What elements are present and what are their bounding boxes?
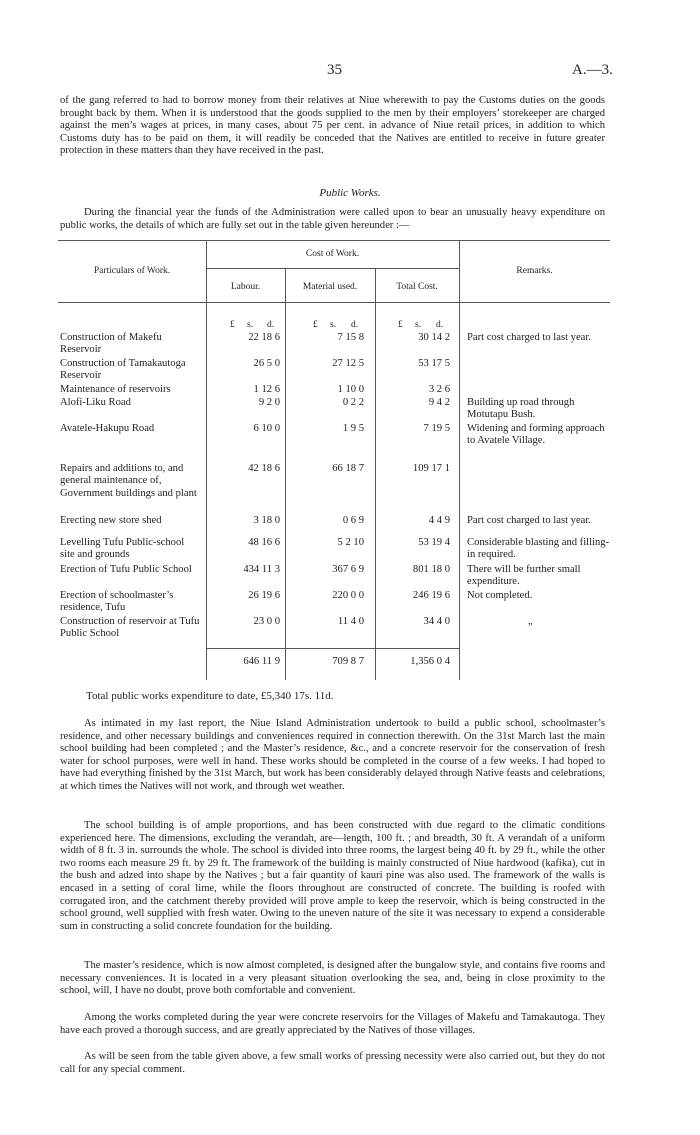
- totals-row: [58, 656, 610, 670]
- paragraph-text: Among the works completed during the year were concrete reservoirs for the Villages of Makefu and Tamakautoga. They have each proved a thorough success, and are greatly appreciated by the Natives of those villages.: [60, 1012, 605, 1036]
- unit-shilling: s.: [415, 320, 422, 330]
- cell-labour: 22 18 6: [248, 332, 280, 343]
- row-remark: There will be further small expenditure.: [467, 564, 581, 588]
- cell-labour: 26 5 0: [253, 358, 280, 369]
- cell-material: 367 6 9: [332, 564, 364, 575]
- table-row: [58, 590, 610, 616]
- cell-labour: 6 10 0: [253, 423, 280, 434]
- paragraph-text: Total public works expenditure to date, £5,340 17s. 11d.: [86, 690, 334, 702]
- row-label: Erection of Tufu Public School: [60, 564, 192, 575]
- cell-labour: 23 0 0: [253, 616, 280, 627]
- cell-total: 34 4 0: [423, 616, 450, 627]
- row-label: Erection of schoolmaster’s residence, Tufu: [60, 590, 174, 614]
- paragraph-3: [60, 718, 605, 794]
- row-label: Erecting new store shed: [60, 515, 162, 526]
- paragraph-4: [60, 820, 605, 933]
- unit-pence: d.: [351, 320, 359, 330]
- section-heading: Public Works.: [319, 187, 381, 199]
- cell-material: 0 6 9: [342, 515, 364, 526]
- row-label: Construction of reservoir at Tufu Public School: [60, 616, 200, 640]
- unit-shilling: s.: [330, 320, 337, 330]
- total-labour: 646 11 9: [243, 656, 280, 667]
- row-remark: Not completed.: [467, 590, 533, 601]
- table-row: [58, 384, 610, 397]
- cell-labour: 26 19 6: [248, 590, 280, 601]
- cell-labour: 1 12 6: [253, 384, 280, 395]
- table-row: [58, 616, 610, 642]
- cell-labour: 434 11 3: [243, 564, 280, 575]
- unit-pence: d.: [436, 320, 444, 330]
- row-label: Construction of Makefu Reservoir: [60, 332, 162, 356]
- col-header-particulars: Particulars of Work.: [93, 266, 171, 276]
- paragraph-5: [60, 960, 605, 998]
- col-header-labour: Labour.: [230, 282, 261, 292]
- paragraph-text: The school building is of ample proportions, and has been constructed with due regard to the climatic conditions experienced here. The dimensions, excluding the verandah, are—length, 100 ft. ; and breadth, 30 ft. A verandah of a uniform width of 8 ft. 3 in. surrounds the whole. The school is divided into three rooms, the largest being 40 ft. by 29 ft., while the other two rooms each measure 29 ft. by 29 ft. The framework of the building is mainly constructed of Niue hardwood (kafika), cut in the bush and adzed into shape by the Natives ; but a fair quantity of kauri pine was also used. The framework of the walls is encased in a setting of coral lime, while the floors throughout are constructed of concrete. The building is roofed with corrugated iron, and the catchment thereby provided will prove ample to keep the reservoir, which is being constructed in the school ground, well supplied with fresh water. Owing to the uneven nature of the site it was necessary to expend a considerable sum in constructing a solid concrete foundation for the building.: [60, 820, 605, 932]
- table-row: [58, 515, 610, 537]
- total-total: 1,356 0 4: [410, 656, 450, 667]
- table-row: [58, 463, 610, 515]
- unit-shilling: s.: [247, 320, 254, 330]
- row-label: Alofi-Liku Road: [60, 397, 131, 408]
- row-label: Avatele-Hakupu Road: [60, 423, 155, 434]
- cell-labour: 3 18 0: [253, 515, 280, 526]
- cell-labour: 42 18 6: [248, 463, 280, 474]
- paragraph-2: [60, 207, 605, 232]
- table-row: [58, 397, 610, 423]
- row-remark: „: [528, 616, 533, 627]
- row-remark: Part cost charged to last year.: [467, 515, 591, 526]
- public-works-table: [58, 240, 610, 680]
- col-header-material: Material used.: [302, 282, 358, 292]
- table-row: [58, 332, 610, 358]
- cell-total: 53 19 4: [418, 537, 450, 548]
- paragraph-6: [60, 1012, 605, 1037]
- row-remark: Considerable blasting and filling-in required.: [467, 537, 610, 561]
- cell-labour: 48 16 6: [248, 537, 280, 548]
- cell-material: 7 15 8: [337, 332, 364, 343]
- cell-material: 27 12 5: [332, 358, 364, 369]
- unit-pound: £: [313, 320, 318, 330]
- total-material: 709 8 7: [332, 656, 364, 667]
- cell-total: 3 2 6: [428, 384, 450, 395]
- paragraph-text: As intimated in my last report, the Niue Island Administration undertook to build a public school, schoolmaster’s residence, and other necessary buildings and conveniences required in connection therewith. On the 31st March last the main school building had been completed ; and the Master’s residence, &c., and a concrete reservoir for the conservation of fresh water for school purposes, were well in hand. These works should be completed in the course of a few weeks. I had hoped to have had everything finished by the 31st March, but work has been considerably delayed through Native feasts and celebrations, at which times the Natives will not work, and through wet weather.: [60, 718, 605, 792]
- cell-total: 53 17 5: [418, 358, 450, 369]
- unit-pence: d.: [267, 320, 275, 330]
- cell-material: 0 2 2: [342, 397, 364, 408]
- unit-pound: £: [230, 320, 235, 330]
- row-label: Maintenance of reservoirs: [60, 384, 171, 395]
- cell-material: 5 2 10: [337, 537, 364, 548]
- row-label: Construction of Tamakautoga Reservoir: [60, 358, 186, 382]
- page-number: 35: [327, 62, 342, 78]
- col-header-cost-of-work: Cost of Work.: [305, 249, 360, 259]
- paragraph-7: [60, 1051, 605, 1076]
- cell-material: 66 18 7: [332, 463, 364, 474]
- page-code: A.—3.: [572, 62, 613, 78]
- cell-material: 1 10 0: [337, 384, 364, 395]
- paragraph-1: [60, 95, 605, 158]
- cell-labour: 9 2 0: [258, 397, 280, 408]
- cell-total: 4 4 9: [428, 515, 450, 526]
- cell-material: 11 4 0: [337, 616, 364, 627]
- row-label: Levelling Tufu Public-school site and grounds: [60, 537, 185, 561]
- cell-total: 109 17 1: [412, 463, 450, 474]
- table-row: [58, 423, 610, 463]
- cell-total: 9 4 2: [428, 397, 450, 408]
- cell-material: 1 9 5: [342, 423, 364, 434]
- row-label: Repairs and additions to, and general maintenance of, Government buildings and plant: [60, 463, 197, 499]
- unit-pound: £: [398, 320, 403, 330]
- total-expenditure-line: [86, 690, 606, 703]
- table-row: [58, 564, 610, 590]
- row-remark: Widening and forming approach to Avatele Village.: [467, 423, 605, 447]
- paragraph-text: The master’s residence, which is now almost completed, is designed after the bungalow style, and contains five rooms and necessary conveniences. It is located in a very pleasant situation overlooking the sea, and, being in close proximity to the school, will, I have no doubt, prove both comfortable and convenient.: [60, 960, 605, 997]
- cell-material: 220 0 0: [332, 590, 364, 601]
- unit-row: [58, 320, 610, 332]
- row-remark: Building up road through Motutapu Bush.: [467, 397, 575, 421]
- cell-total: 30 14 2: [418, 332, 450, 343]
- table-row: [58, 358, 610, 384]
- paragraph-text: of the gang referred to had to borrow money from their relatives at Niue wherewith to pay the Customs duties on the goods brought back by them. When it is understood that the goods supplied to the men by their employers’ storekeeper are charged against the men’s wages at prices, in many cases, about 75 per cent. in advance of Niue retail prices, in addition to which Customs duty has to be paid on them, it will readily be conceded that the Natives are entitled to receive in future greater protection in these matters than they have received in the past.: [60, 95, 605, 157]
- paragraph-text: During the financial year the funds of the Administration were called upon to bear an unusually heavy expenditure on public works, the details of which are fully set out in the table given hereunder :—: [60, 207, 605, 231]
- col-header-remarks: Remarks.: [516, 266, 553, 276]
- row-remark: Part cost charged to last year.: [467, 332, 591, 343]
- cell-total: 7 19 5: [423, 423, 450, 434]
- cell-total: 801 18 0: [412, 564, 450, 575]
- col-header-total: Total Cost.: [396, 282, 438, 292]
- table-row: [58, 537, 610, 564]
- cell-total: 246 19 6: [412, 590, 450, 601]
- paragraph-text: As will be seen from the table given above, a few small works of pressing necessity were also carried out, but they do not call for any special comment.: [60, 1051, 605, 1075]
